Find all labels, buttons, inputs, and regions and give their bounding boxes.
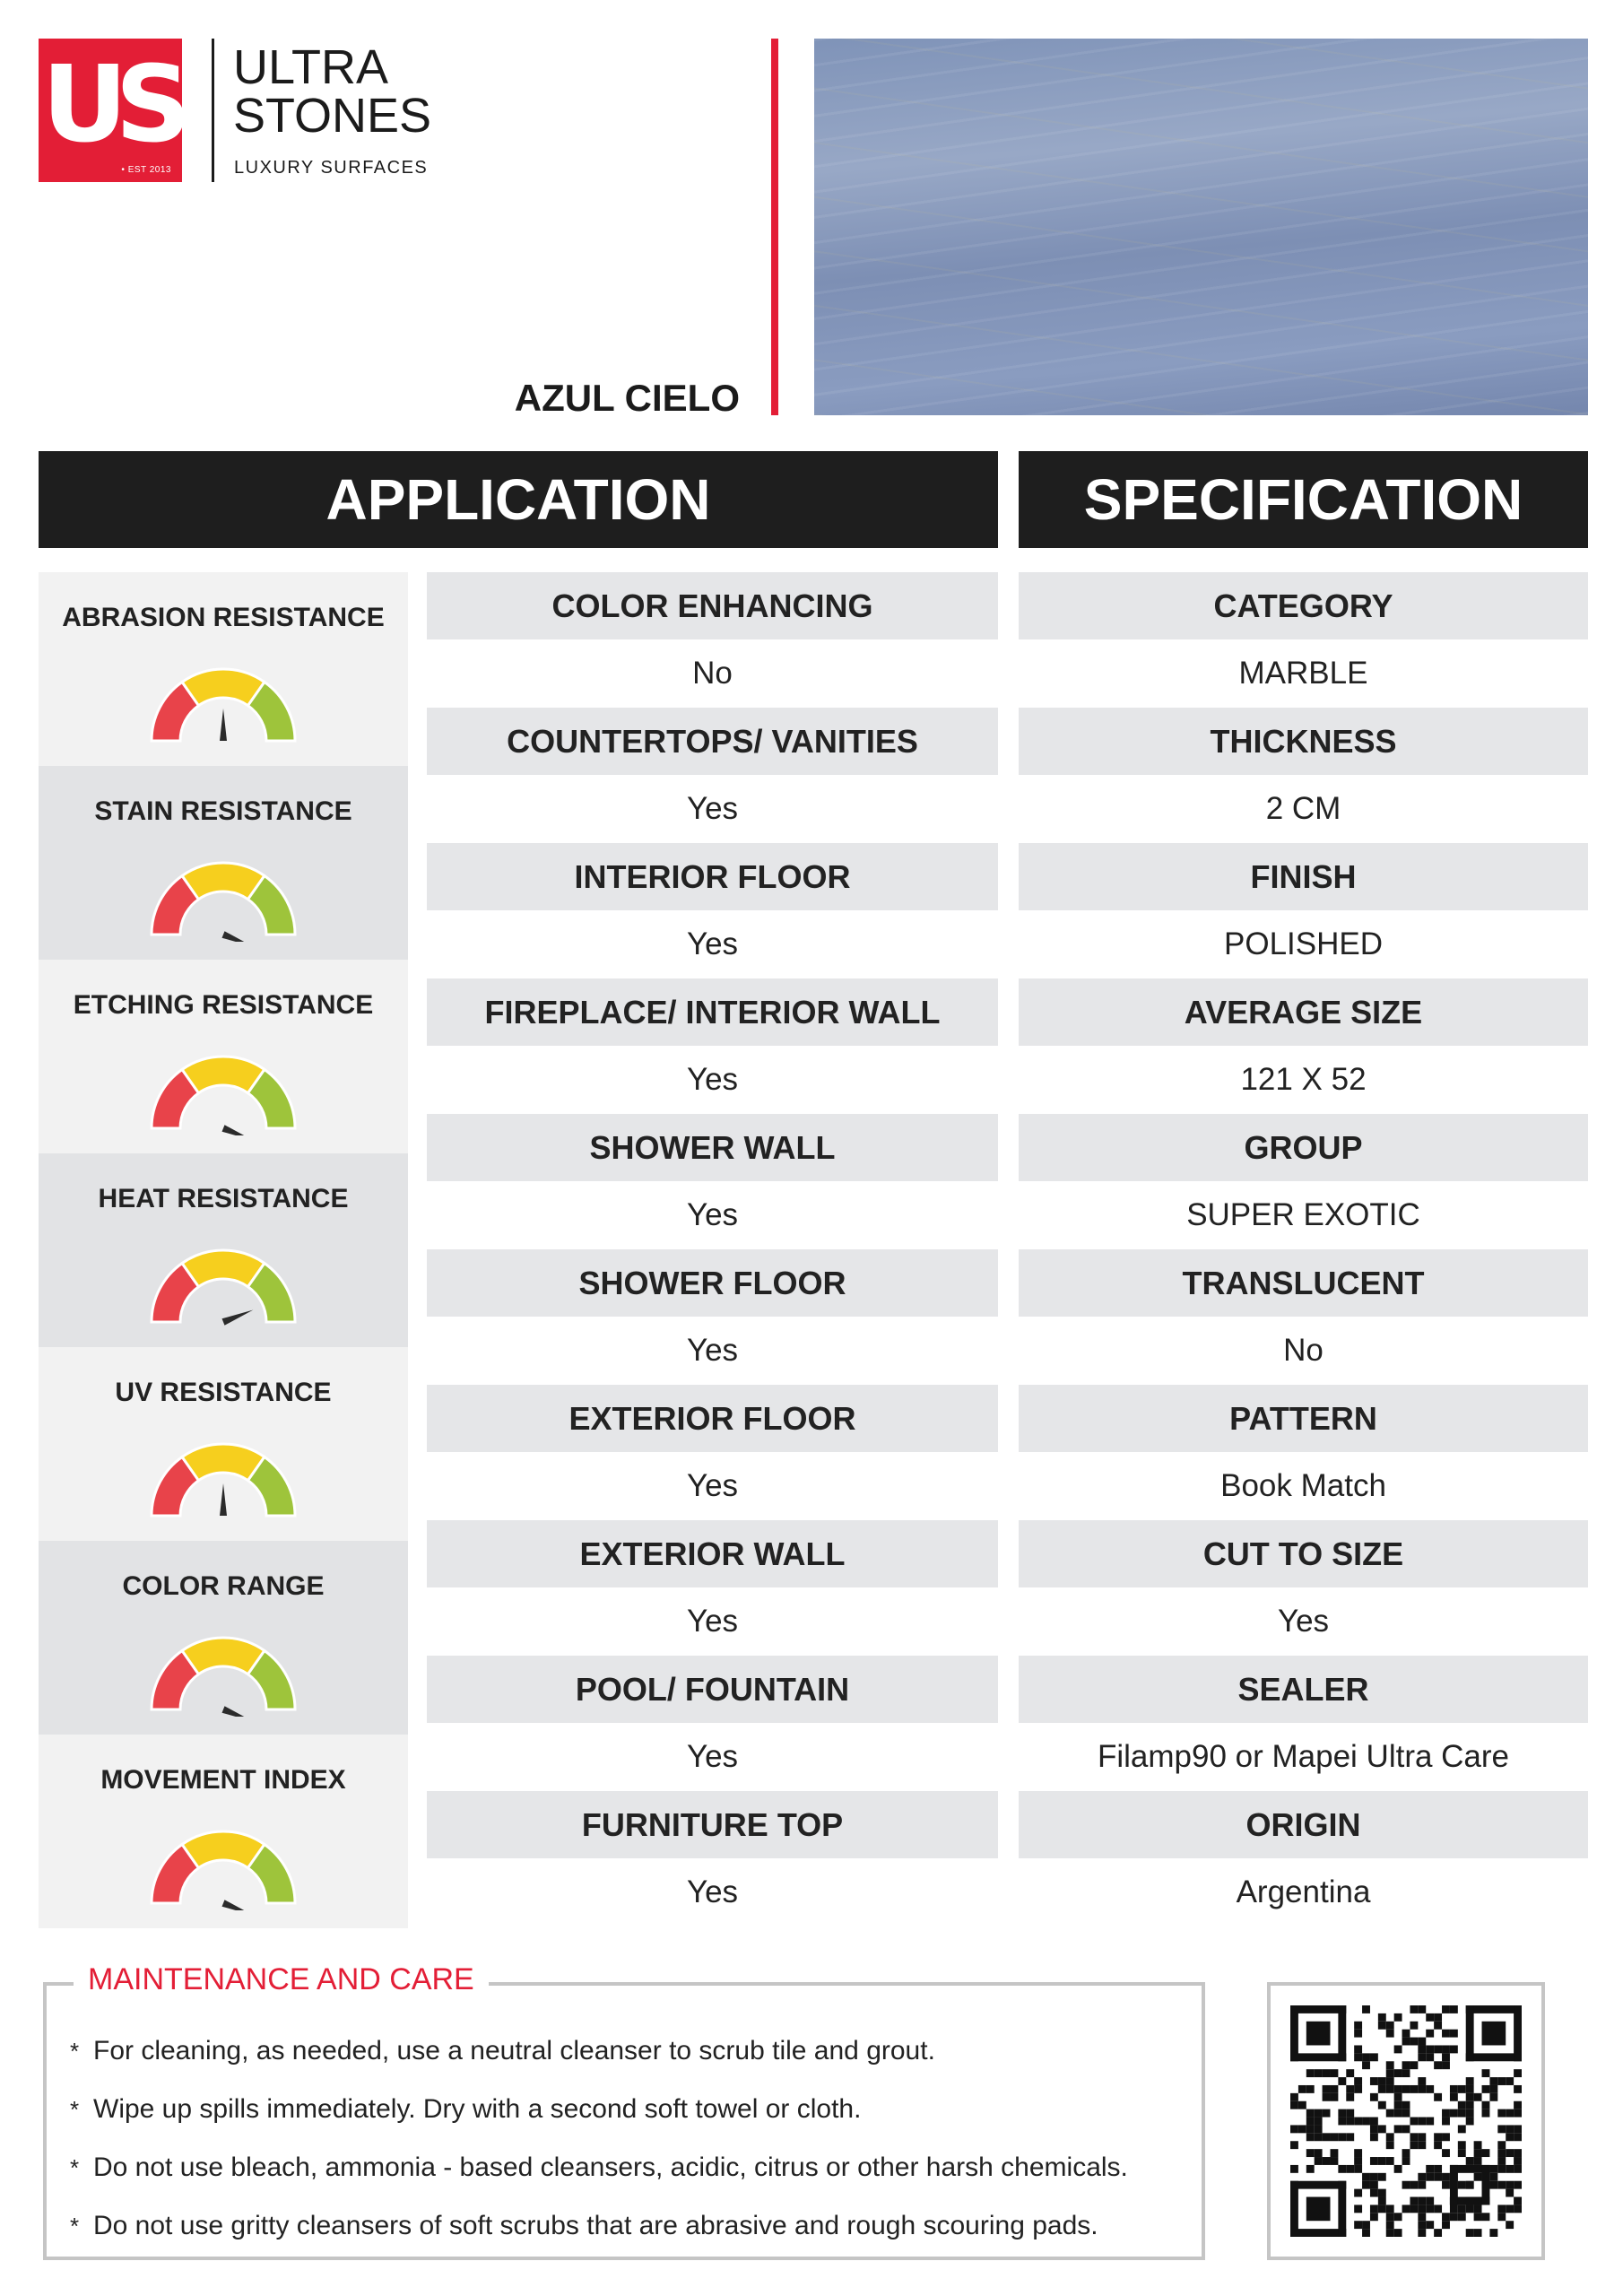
care-title: MAINTENANCE AND CARE: [74, 1962, 489, 1997]
resistance-row: [39, 1735, 408, 1928]
brand-divider: [212, 39, 214, 182]
brand-name: [233, 40, 432, 143]
care-item-text: Do not use bleach, ammonia - based cleansers, acidic, citrus or other harsh chemicals.: [93, 2152, 1128, 2182]
resistance-row: [39, 1153, 408, 1347]
application-label: POOL/ FOUNTAIN: [427, 1656, 998, 1723]
resistance-label: ABRASION RESISTANCE: [62, 603, 385, 632]
resistance-gauges: [39, 572, 408, 1928]
brand-est: • EST 2013: [121, 165, 171, 175]
maintenance-care-box: [43, 1962, 1205, 2260]
specification-value: Filamp90 or Mapei Ultra Care: [1097, 1739, 1510, 1774]
application-label: COLOR ENHANCING: [427, 572, 998, 639]
gauge-needle: [222, 1310, 254, 1326]
application-label: SHOWER FLOOR: [427, 1249, 998, 1317]
application-label: FURNITURE TOP: [427, 1791, 998, 1858]
specification-value: 121 X 52: [1240, 1062, 1367, 1097]
application-value: Yes: [686, 1333, 739, 1368]
care-list: [70, 2029, 1128, 2262]
care-item: [70, 2145, 1128, 2204]
stone-sample-image: [814, 39, 1588, 415]
resistance-row: [39, 1347, 408, 1541]
specification-value: Book Match: [1220, 1468, 1386, 1503]
gauge-icon: [147, 662, 299, 748]
resistance-label: ETCHING RESISTANCE: [73, 990, 374, 1020]
resistance-row: [39, 766, 408, 960]
brand-monogram: US: [41, 42, 179, 166]
gauge-needle: [222, 1125, 254, 1135]
care-item-text: For cleaning, as needed, use a neutral cleanser to scrub tile and grout.: [93, 2036, 935, 2066]
specification-label: PATTERN: [1019, 1385, 1588, 1452]
gauge-icon: [147, 1631, 299, 1717]
application-banner: APPLICATION: [39, 451, 998, 548]
specification-label: ORIGIN: [1019, 1791, 1588, 1858]
care-item: [70, 2029, 1128, 2087]
resistance-label: STAIN RESISTANCE: [94, 796, 352, 826]
specification-label: CATEGORY: [1019, 572, 1588, 639]
gauge-needle: [220, 1483, 227, 1516]
application-value: Yes: [686, 1874, 739, 1909]
resistance-label: UV RESISTANCE: [115, 1378, 332, 1407]
gauge-icon: [147, 1824, 299, 1910]
resistance-label: MOVEMENT INDEX: [100, 1765, 346, 1795]
application-label: INTERIOR FLOOR: [427, 843, 998, 910]
gauge-needle: [222, 1900, 254, 1910]
application-value: Yes: [686, 1062, 739, 1097]
specification-value: Argentina: [1236, 1874, 1371, 1909]
brand-name-line1: ULTRA: [233, 40, 389, 94]
application-value: Yes: [686, 1197, 739, 1232]
brand-name-line2: STONES: [233, 89, 432, 143]
gauge-icon: [147, 1243, 299, 1329]
brand-tagline: LUXURY SURFACES: [234, 158, 429, 178]
gauge-icon: [147, 856, 299, 942]
specification-value: MARBLE: [1238, 656, 1368, 691]
specification-value: 2 CM: [1265, 791, 1341, 826]
care-item-text: Wipe up spills immediately. Dry with a second soft towel or cloth.: [93, 2094, 862, 2124]
brand-logo: [39, 39, 182, 182]
application-value: Yes: [686, 1604, 739, 1639]
specification-label: SEALER: [1019, 1656, 1588, 1723]
application-value: Yes: [686, 791, 739, 826]
gauge-icon: [147, 1437, 299, 1523]
application-table: [427, 572, 998, 1926]
specification-value: POLISHED: [1224, 926, 1383, 961]
bullet-icon: *: [70, 2154, 80, 2181]
gauge-icon: [147, 1049, 299, 1135]
bullet-icon: *: [70, 2096, 80, 2123]
specification-label: FINISH: [1019, 843, 1588, 910]
resistance-row: [39, 1541, 408, 1735]
stone-name: AZUL CIELO: [514, 377, 740, 419]
qr-code-icon: [1290, 2005, 1522, 2237]
qr-code[interactable]: [1267, 1982, 1545, 2260]
specification-value: SUPER EXOTIC: [1186, 1197, 1420, 1232]
resistance-row: [39, 572, 408, 766]
care-item: [70, 2204, 1128, 2262]
application-label: SHOWER WALL: [427, 1114, 998, 1181]
application-label: FIREPLACE/ INTERIOR WALL: [427, 978, 998, 1046]
bullet-icon: *: [70, 2213, 80, 2239]
accent-divider: [771, 39, 778, 415]
specification-table: [1019, 572, 1588, 1926]
specification-label: CUT TO SIZE: [1019, 1520, 1588, 1587]
specification-label: THICKNESS: [1019, 708, 1588, 775]
specification-label: TRANSLUCENT: [1019, 1249, 1588, 1317]
application-value: Yes: [686, 1468, 739, 1503]
resistance-label: COLOR RANGE: [122, 1571, 325, 1601]
gauge-needle: [222, 1706, 254, 1717]
application-value: No: [692, 656, 733, 691]
gauge-needle: [222, 931, 254, 942]
specification-label: AVERAGE SIZE: [1019, 978, 1588, 1046]
specification-value: Yes: [1277, 1604, 1330, 1639]
application-label: COUNTERTOPS/ VANITIES: [427, 708, 998, 775]
care-item: [70, 2087, 1128, 2145]
application-label: EXTERIOR FLOOR: [427, 1385, 998, 1452]
care-item-text: Do not use gritty cleansers of soft scrubs that are abrasive and rough scouring pads.: [93, 2211, 1098, 2240]
gauge-needle: [220, 709, 227, 741]
resistance-row: [39, 960, 408, 1153]
bullet-icon: *: [70, 2038, 80, 2065]
specification-value: No: [1283, 1333, 1324, 1368]
application-value: Yes: [686, 926, 739, 961]
specification-label: GROUP: [1019, 1114, 1588, 1181]
application-value: Yes: [686, 1739, 739, 1774]
application-label: EXTERIOR WALL: [427, 1520, 998, 1587]
specification-banner: SPECIFICATION: [1019, 451, 1588, 548]
resistance-label: HEAT RESISTANCE: [98, 1184, 349, 1213]
